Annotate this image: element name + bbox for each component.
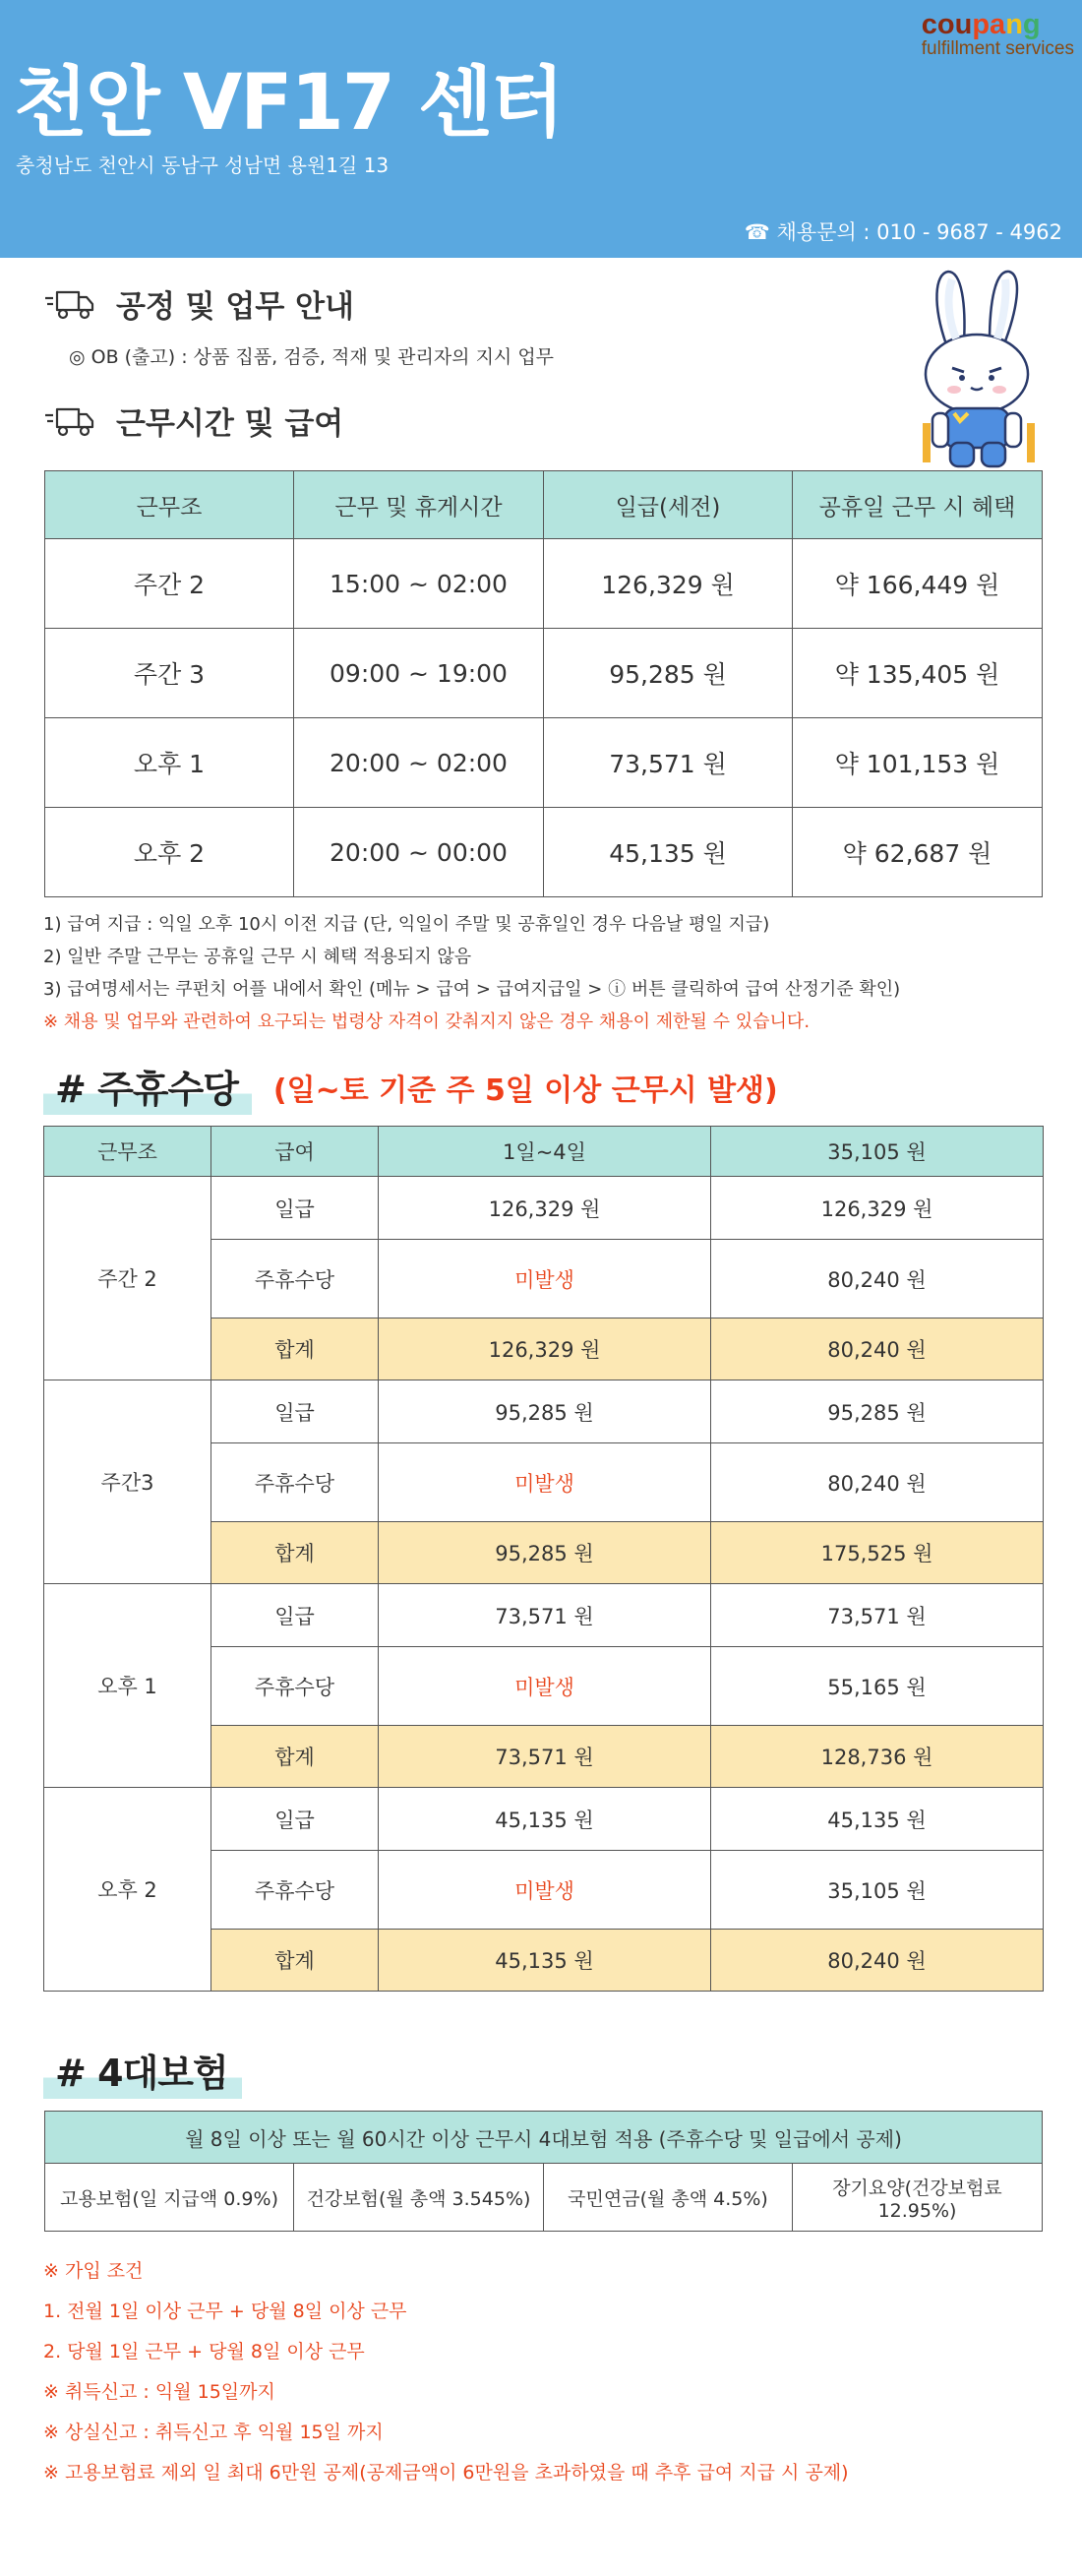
note-line: 3) 급여명세서는 쿠펀치 어플 내에서 확인 (메뉴 > 급여 > 급여지급일 > ⓘ 버튼 클릭하여 급여 산정기준 확인) <box>43 979 901 1000</box>
value-cell: 73,571 원 <box>379 1726 711 1788</box>
pay-type-cell: 일급 <box>211 1177 379 1240</box>
value-cell: 미발생 <box>379 1647 711 1726</box>
value-cell: 35,105 원 <box>711 1851 1044 1930</box>
holiday-pay-subtitle: (일~토 기준 주 5일 이상 근무시 발생) <box>272 1073 778 1108</box>
recruit-phone: ☎ 채용문의 : 010 - 9687 - 4962 <box>744 220 1062 244</box>
holiday-pay-cell: 약 62,687 원 <box>793 808 1043 897</box>
daily-pay-cell: 95,285 원 <box>544 629 793 718</box>
center-address: 충청남도 천안시 동남구 성남면 용원1길 13 <box>16 153 390 177</box>
pay-type-cell: 합계 <box>211 1726 379 1788</box>
insurance-item: 건강보험(월 총액 3.545%) <box>294 2164 544 2232</box>
value-cell: 73,571 원 <box>711 1584 1044 1647</box>
shift-cell: 오후 2 <box>44 1788 211 1992</box>
pay-type-cell: 합계 <box>211 1930 379 1992</box>
value-cell: 45,135 원 <box>711 1788 1044 1851</box>
insurance-table <box>44 2111 1043 2232</box>
column-header: 35,105 원 <box>711 1127 1044 1177</box>
daily-pay-cell: 73,571 원 <box>544 718 793 808</box>
delivery-truck-icon <box>43 403 94 439</box>
pay-table <box>44 470 1043 897</box>
value-cell: 55,165 원 <box>711 1647 1044 1726</box>
table-row <box>45 539 1043 629</box>
holiday-pay-table <box>43 1126 1044 1992</box>
table-header-row <box>44 1127 1044 1177</box>
value-cell: 미발생 <box>379 1851 711 1930</box>
column-header: 공휴일 근무 시 혜택 <box>793 471 1043 539</box>
table-row <box>45 2164 1043 2232</box>
coupang-logo: coupang fulfillment services <box>921 9 1074 60</box>
insurance-item: 국민연금(월 총액 4.5%) <box>544 2164 793 2232</box>
insurance-title: # 4대보험 <box>43 2043 242 2099</box>
table-row <box>45 718 1043 808</box>
pay-type-cell: 일급 <box>211 1380 379 1443</box>
value-cell: 95,285 원 <box>711 1380 1044 1443</box>
table-row <box>44 1380 1044 1443</box>
hours-cell: 20:00 ~ 02:00 <box>294 718 544 808</box>
insurance-conditions <box>43 2251 849 2493</box>
shift-cell: 주간3 <box>44 1380 211 1584</box>
condition-line: 1. 전월 1일 이상 근무 + 당월 8일 이상 근무 <box>43 2300 407 2322</box>
table-header-row <box>45 2112 1043 2164</box>
condition-line: ※ 상실신고 : 취득신고 후 익월 15일 까지 <box>43 2422 384 2443</box>
holiday-pay-head <box>43 1059 778 1115</box>
ob-description: ◎ OB (출고) : 상품 집품, 검증, 적재 및 관리자의 지시 업무 <box>69 346 555 368</box>
value-cell: 128,736 원 <box>711 1726 1044 1788</box>
pay-type-cell: 일급 <box>211 1788 379 1851</box>
note-line: 2) 일반 주말 근무는 공휴일 근무 시 혜택 적용되지 않음 <box>43 947 472 967</box>
shift-cell: 오후 1 <box>45 718 294 808</box>
shift-cell: 주간 3 <box>45 629 294 718</box>
value-cell: 미발생 <box>379 1443 711 1522</box>
column-header: 급여 <box>211 1127 379 1177</box>
value-cell: 80,240 원 <box>711 1443 1044 1522</box>
shift-cell: 오후 1 <box>44 1584 211 1788</box>
process-title: 공정 및 업무 안내 <box>116 289 354 325</box>
condition-line: 2. 당월 1일 근무 + 당월 8일 이상 근무 <box>43 2341 365 2362</box>
condition-line: ※ 가입 조건 <box>43 2260 144 2282</box>
holiday-pay-cell: 약 101,153 원 <box>793 718 1043 808</box>
insurance-item: 고용보험(일 지급액 0.9%) <box>45 2164 294 2232</box>
bunny-mascot-icon <box>905 266 1052 472</box>
process-section-head <box>43 281 354 326</box>
page-title: 천안 VF17 센터 <box>14 59 563 148</box>
pay-type-cell: 주휴수당 <box>211 1443 379 1522</box>
pay-type-cell: 주휴수당 <box>211 1240 379 1319</box>
column-header: 일급(세전) <box>544 471 793 539</box>
holiday-pay-cell: 약 166,449 원 <box>793 539 1043 629</box>
table-header-row <box>45 471 1043 539</box>
daily-pay-cell: 45,135 원 <box>544 808 793 897</box>
condition-line: ※ 고용보험료 제외 일 최대 6만원 공제(공제금액이 6만원을 초과하였을 때 추후 급여 지급 시 공제) <box>43 2462 849 2484</box>
insurance-head <box>43 2043 242 2099</box>
table-row <box>44 1177 1044 1240</box>
value-cell: 175,525 원 <box>711 1522 1044 1584</box>
hours-title: 근무시간 및 급여 <box>116 406 344 442</box>
table-row <box>45 808 1043 897</box>
column-header: 근무조 <box>45 471 294 539</box>
column-header: 근무조 <box>44 1127 211 1177</box>
value-cell: 126,329 원 <box>711 1177 1044 1240</box>
value-cell: 미발생 <box>379 1240 711 1319</box>
value-cell: 80,240 원 <box>711 1930 1044 1992</box>
value-cell: 73,571 원 <box>379 1584 711 1647</box>
header-banner <box>0 0 1082 258</box>
daily-pay-cell: 126,329 원 <box>544 539 793 629</box>
pay-type-cell: 주휴수당 <box>211 1647 379 1726</box>
holiday-pay-cell: 약 135,405 원 <box>793 629 1043 718</box>
value-cell: 126,329 원 <box>379 1177 711 1240</box>
hours-cell: 15:00 ~ 02:00 <box>294 539 544 629</box>
value-cell: 95,285 원 <box>379 1380 711 1443</box>
holiday-pay-title: # 주휴수당 <box>43 1059 252 1115</box>
pay-type-cell: 주휴수당 <box>211 1851 379 1930</box>
pay-type-cell: 일급 <box>211 1584 379 1647</box>
value-cell: 80,240 원 <box>711 1319 1044 1380</box>
delivery-truck-icon <box>43 286 94 322</box>
column-header: 근무 및 휴게시간 <box>294 471 544 539</box>
value-cell: 126,329 원 <box>379 1319 711 1380</box>
insurance-item: 장기요양(건강보험료 12.95%) <box>793 2164 1043 2232</box>
note-line: 1) 급여 지급 : 익일 오후 10시 이전 지급 (단, 익일이 주말 및 공휴일인 경우 다음날 평일 지급) <box>43 914 770 935</box>
table-row <box>44 1584 1044 1647</box>
value-cell: 95,285 원 <box>379 1522 711 1584</box>
shift-cell: 주간 2 <box>44 1177 211 1380</box>
value-cell: 45,135 원 <box>379 1788 711 1851</box>
hours-section-head <box>43 399 343 443</box>
pay-notes <box>43 908 900 1038</box>
value-cell: 45,135 원 <box>379 1930 711 1992</box>
column-header: 1일~4일 <box>379 1127 711 1177</box>
shift-cell: 오후 2 <box>45 808 294 897</box>
hours-cell: 09:00 ~ 19:00 <box>294 629 544 718</box>
hours-cell: 20:00 ~ 00:00 <box>294 808 544 897</box>
pay-type-cell: 합계 <box>211 1319 379 1380</box>
condition-line: ※ 취득신고 : 익월 15일까지 <box>43 2381 275 2403</box>
value-cell: 80,240 원 <box>711 1240 1044 1319</box>
shift-cell: 주간 2 <box>45 539 294 629</box>
insurance-header: 월 8일 이상 또는 월 60시간 이상 근무시 4대보험 적용 (주휴수당 및 일급에서 공제) <box>45 2112 1043 2164</box>
pay-type-cell: 합계 <box>211 1522 379 1584</box>
note-warning: ※ 채용 및 업무와 관련하여 요구되는 법령상 자격이 갖춰지지 않은 경우 채용이 제한될 수 있습니다. <box>43 1012 811 1032</box>
table-row <box>44 1788 1044 1851</box>
table-row <box>45 629 1043 718</box>
